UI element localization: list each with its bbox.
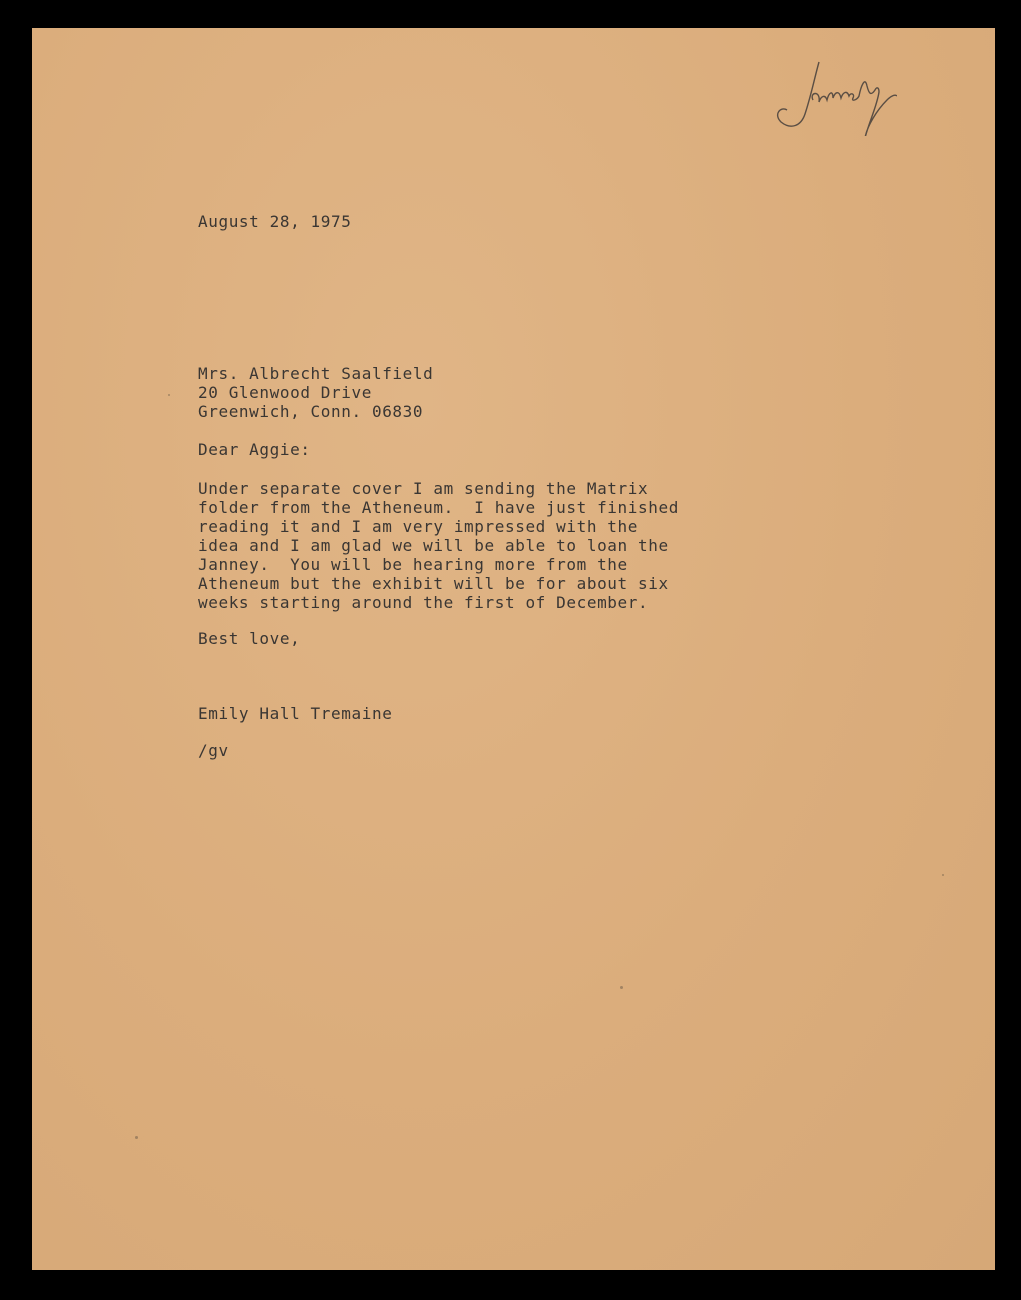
body-line: Janney. You will be hearing more from the — [198, 555, 628, 574]
paper-speck — [135, 1136, 138, 1139]
body-line: Under separate cover I am sending the Matrix — [198, 479, 649, 498]
body-line: weeks starting around the first of December. — [198, 593, 649, 612]
salutation: Dear Aggie: — [198, 440, 311, 459]
paper-speck — [942, 874, 944, 876]
body-line: idea and I am glad we will be able to loan the — [198, 536, 669, 555]
letter-page — [32, 28, 995, 1270]
signature-name: Emily Hall Tremaine — [198, 704, 393, 723]
paper-speck — [620, 986, 623, 989]
body-line: reading it and I am very impressed with the — [198, 517, 639, 536]
recipient-name: Mrs. Albrecht Saalfield — [198, 364, 434, 383]
body-line: folder from the Atheneum. I have just finished — [198, 498, 679, 517]
paper-speck — [168, 394, 170, 396]
handwritten-annotation — [767, 56, 897, 136]
body-line: Atheneum but the exhibit will be for about six — [198, 574, 669, 593]
recipient-street: 20 Glenwood Drive — [198, 383, 372, 402]
recipient-city: Greenwich, Conn. 06830 — [198, 402, 424, 421]
letter-date: August 28, 1975 — [198, 212, 352, 231]
typist-initials: /gv — [198, 741, 229, 760]
closing: Best love, — [198, 629, 301, 648]
